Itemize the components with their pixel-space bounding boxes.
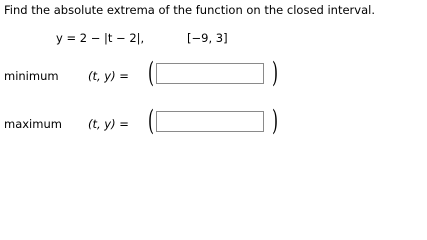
coordinate-tuple: (t, y)	[88, 69, 116, 83]
minimum-answer-input[interactable]	[156, 63, 264, 84]
close-paren: )	[272, 56, 279, 89]
open-paren: (	[148, 56, 155, 89]
function-expression: y = 2 − |t − 2|,	[56, 31, 145, 45]
close-paren: )	[272, 104, 279, 137]
equals-sign: =	[119, 117, 129, 131]
equals-sign: =	[119, 69, 129, 83]
open-paren: (	[148, 104, 155, 137]
coordinate-tuple: (t, y)	[88, 117, 116, 131]
maximum-answer-input[interactable]	[156, 111, 264, 132]
maximum-coordinate-label	[88, 117, 129, 131]
interval-expression: [−9, 3]	[187, 31, 228, 45]
problem-instruction: Find the absolute extrema of the function on the closed interval.	[4, 3, 375, 17]
minimum-label: minimum	[4, 69, 59, 83]
minimum-coordinate-label	[88, 69, 129, 83]
maximum-label: maximum	[4, 117, 62, 131]
